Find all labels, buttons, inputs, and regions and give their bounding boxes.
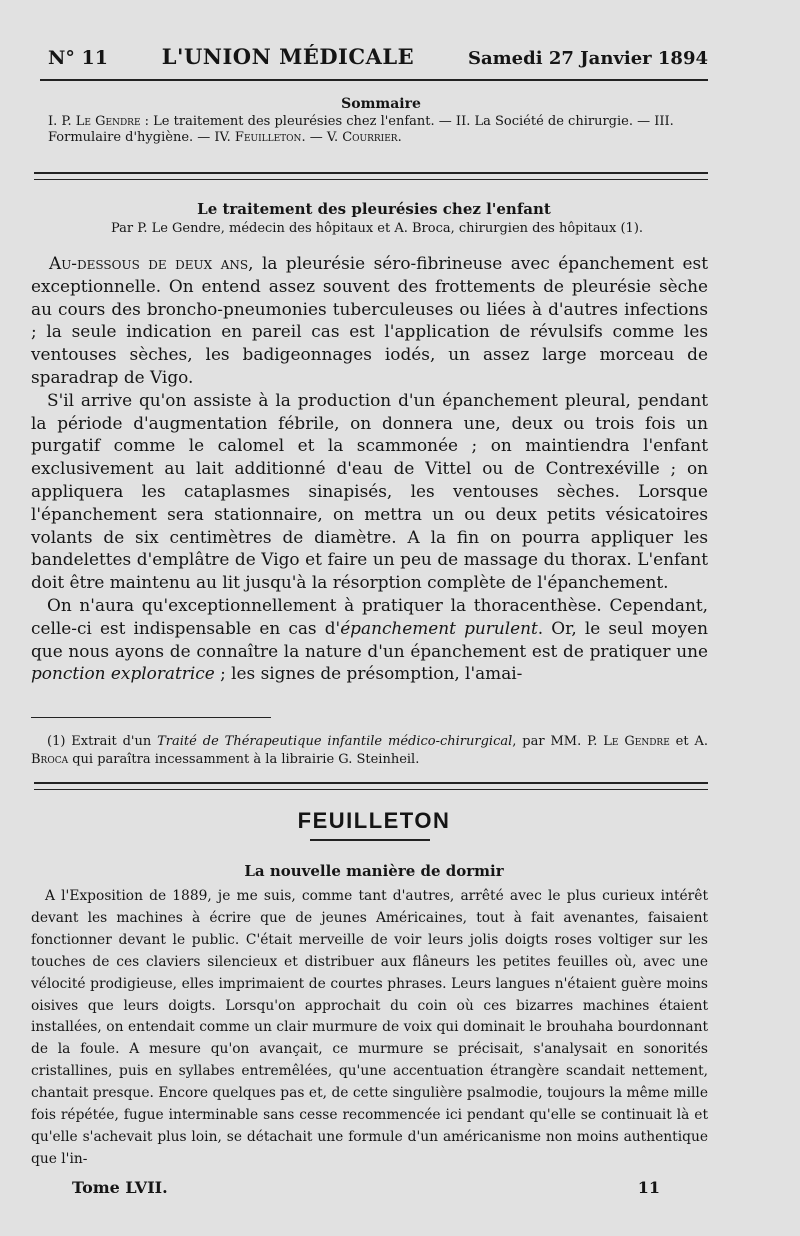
paragraph-2: S'il arrive qu'on assiste à la production d'un épanchement pleural, pendant la période d'augmentation fébrile, on donnera une, deux ou trois fois un purgatif comme le calomel et la scammonée ; on maintiendra l'enfant exclusivement au lait additionné d'eau de Vittel ou de Contrexéville ; on appliquera les cataplasmes sinapisés, les ventouses sèches. Lorsque l'épanchement sera stationnaire, on mettra un ou deux petits vésicatoires volants de six centimètres de diamètre. A la fin on pourra appliquer les bandelettes d'emplâtre de Vigo et faire un peu de massage du thorax. L'enfant doit être maintenu au lit jusqu'à la résorption complète de l'épanchement. xyxy=(31,389,708,593)
sommaire-sep: . — V. xyxy=(301,130,343,145)
section-double-rule xyxy=(34,172,708,180)
footnote-c: qui paraîtra incessamment à la librairie G. Steinheil. xyxy=(68,752,420,767)
paragraph-3 xyxy=(31,594,708,685)
footnote-author-1: Le Gendre xyxy=(603,734,670,749)
sommaire-author: Le Gendre xyxy=(75,114,141,129)
sommaire-items: : Le traitement des pleurésies chez l'enfant. — II. La Société de chirurgie. — III. Formulaire d'hygiène. — IV. xyxy=(48,114,674,145)
page-footer xyxy=(72,1178,660,1197)
sommaire-feuilleton: Feuilleton xyxy=(234,130,302,145)
feuilleton-title: FEUILLETON xyxy=(297,808,451,833)
tome-label: Tome LVII. xyxy=(72,1178,168,1197)
footnote-rule xyxy=(31,717,271,718)
sommaire-title: Sommaire xyxy=(341,96,421,112)
paragraph-lead: Au-dessous de deux ans xyxy=(49,253,249,273)
footnote xyxy=(31,733,708,769)
article-title: Le traitement des pleurésies chez l'enfant xyxy=(197,200,551,218)
paragraph-1 xyxy=(31,252,708,389)
article-byline: Par P. Le Gendre, médecin des hôpitaux et A. Broca, chirurgien des hôpitaux (1). xyxy=(110,221,644,236)
footnote-mark: (1) Extrait d'un xyxy=(47,734,158,749)
sommaire-courrier: Courrier xyxy=(342,130,398,145)
feuilleton-subtitle: La nouvelle manière de dormir xyxy=(244,862,504,880)
footnote-author-2: Broca xyxy=(31,752,69,767)
paragraph-3-c: ; les signes de présomption, l'amai- xyxy=(214,663,523,684)
sommaire-prefix: I. P. xyxy=(48,114,72,129)
paragraph-3-em1: épanchement purulent xyxy=(340,617,538,638)
footnote-title: Traité de Thérapeutique infantile médico-chirurgical xyxy=(157,734,513,749)
sommaire-end: . xyxy=(397,130,402,145)
feuilleton-body xyxy=(31,886,708,1171)
paragraph-3-a: On n'aura qu'exceptionnellement à pratiquer la thoracenthèse. Cependant, celle-ci est indispensable en cas d' xyxy=(31,594,708,638)
paragraph-3-b: . Or, le seul moyen que nous ayons de connaître la nature d'un épanchement est de pratiquer une xyxy=(31,617,708,661)
paragraph-3-em2: ponction exploratrice xyxy=(31,663,215,684)
header-rule xyxy=(40,79,708,81)
feuilleton-double-rule xyxy=(34,782,708,790)
footnote-b: et A. xyxy=(669,734,709,749)
article-body xyxy=(31,252,708,685)
issue-number: N° 11 xyxy=(48,47,108,69)
issue-date: Samedi 27 Janvier 1894 xyxy=(467,48,708,69)
sommaire-text xyxy=(48,114,714,146)
page-number: 11 xyxy=(637,1178,660,1197)
footnote-a: , par MM. P. xyxy=(512,734,604,749)
paragraph-1-text: , la pleurésie séro-fibrineuse avec épanchement est exceptionnelle. On entend assez souvent des frottements de pleurésie sèche au cours des broncho-pneumonies tuberculeuses ou liées à d'autres infections ; la seule indication en pareil cas est l'application de révulsifs comme les ventouses sèches, les badigeonnages iodés, un assez large morceau de sparadrap de Vigo. xyxy=(31,253,708,387)
page-header xyxy=(48,44,708,78)
sommaire xyxy=(48,96,714,146)
feuilleton-paragraph: A l'Exposition de 1889, je me suis, comme tant d'autres, arrêté avec le plus curieux intérêt devant les machines à écrire que de jeunes Américaines, tout à fait avenantes, faisaient fonctionner devant le public. C'était merveille de voir leurs jolis doigts roses voltiger sur les touches de ces claviers silencieux et distribuer aux flâneurs les petites feuilles où, avec une vélocité prodigieuse, elles imprimaient de courtes phrases. Leurs langues n'étaient guère moins oisives que leurs doigts. Lorsqu'on approchait du coin où ces bizarres machines étaient installées, on entendait comme un clair murmure de voix qui dominait le brouhaha bourdonnant de la foule. A mesure qu'on avançait, ce murmure se précisait, s'analysait en sonorités cristallines, puis en syllabes entremêlées, qu'une accentuation étrangère scandait nettement, chantait presque. Encore quelques pas et, de cette singulière psalmodie, toujours la même mille fois répétée, fugue interminable sans cesse recommencée ici pendant qu'elle se continuait là et qu'elle s'achevait plus loin, se détachait une formule d'un américanisme non moins authentique que l'in- xyxy=(31,888,708,1167)
journal-title: L'UNION MÉDICALE xyxy=(161,44,415,69)
feuilleton-underline xyxy=(310,839,430,841)
